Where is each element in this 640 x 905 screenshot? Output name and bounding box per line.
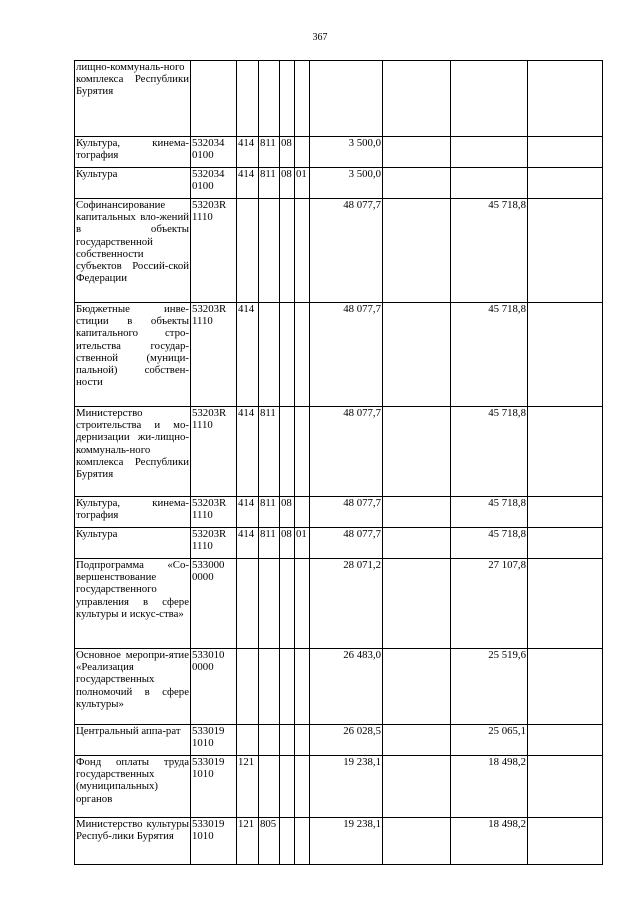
table-row (75, 497, 603, 528)
section-code-cell (280, 199, 295, 303)
section-code-cell (280, 818, 295, 865)
amount-cell (383, 497, 451, 528)
section-code-cell (280, 303, 295, 407)
expense-type-cell: 414 (237, 407, 259, 497)
amount-cell: 45 718,8 (451, 199, 528, 303)
amount-cell (528, 497, 603, 528)
row-name-cell: Софинансирование капитальных вло-жений в объекты государственной собственности субъектов Россий-ской Федерации (75, 199, 191, 303)
amount-cell: 25 519,6 (451, 649, 528, 725)
amount-cell (528, 528, 603, 559)
table-row (75, 61, 603, 137)
amount-cell (451, 61, 528, 137)
amount-cell (528, 199, 603, 303)
table-row (75, 528, 603, 559)
subsection-code-cell (295, 199, 310, 303)
amount-cell: 3 500,0 (310, 168, 383, 199)
ministry-code-cell (259, 199, 280, 303)
page-number: 367 (312, 32, 328, 43)
expense-type-cell: 121 (237, 818, 259, 865)
subsection-code-cell (295, 559, 310, 649)
ministry-code-cell (259, 61, 280, 137)
target-code-cell: 53203R 1110 (191, 199, 237, 303)
row-name-cell: Министерство строительства и мо-дернизации жи-лищно-коммуналь-ного комплекса Республики Бурятия (75, 407, 191, 497)
amount-cell (528, 303, 603, 407)
section-code-cell (280, 559, 295, 649)
amount-cell: 48 077,7 (310, 407, 383, 497)
amount-cell: 48 077,7 (310, 528, 383, 559)
table-row (75, 303, 603, 407)
row-name-cell: Культура (75, 528, 191, 559)
subsection-code-cell (295, 407, 310, 497)
ministry-code-cell: 811 (259, 168, 280, 199)
amount-cell (528, 407, 603, 497)
expense-type-cell (237, 725, 259, 756)
section-code-cell (280, 756, 295, 818)
target-code-cell: 533019 1010 (191, 756, 237, 818)
row-name-cell: Центральный аппа-рат (75, 725, 191, 756)
section-code-cell: 08 (280, 528, 295, 559)
amount-cell (383, 407, 451, 497)
section-code-cell (280, 725, 295, 756)
amount-cell (451, 168, 528, 199)
section-code-cell: 08 (280, 137, 295, 168)
amount-cell: 19 238,1 (310, 756, 383, 818)
amount-cell (383, 528, 451, 559)
row-name-cell: Министерство культуры Респуб-лики Бурятия (75, 818, 191, 865)
amount-cell (383, 303, 451, 407)
amount-cell (528, 649, 603, 725)
expense-type-cell (237, 61, 259, 137)
section-code-cell: 08 (280, 168, 295, 199)
subsection-code-cell (295, 725, 310, 756)
target-code-cell (191, 61, 237, 137)
amount-cell (383, 756, 451, 818)
table-row (75, 818, 603, 865)
amount-cell: 45 718,8 (451, 303, 528, 407)
amount-cell (383, 559, 451, 649)
amount-cell: 45 718,8 (451, 528, 528, 559)
amount-cell (528, 168, 603, 199)
expense-type-cell: 121 (237, 756, 259, 818)
expense-type-cell: 414 (237, 497, 259, 528)
subsection-code-cell: 01 (295, 168, 310, 199)
amount-cell (528, 559, 603, 649)
amount-cell (383, 199, 451, 303)
ministry-code-cell: 811 (259, 528, 280, 559)
amount-cell: 26 028,5 (310, 725, 383, 756)
subsection-code-cell: 01 (295, 528, 310, 559)
row-name-cell: Культура, кинема-тография (75, 497, 191, 528)
amount-cell (528, 137, 603, 168)
ministry-code-cell (259, 725, 280, 756)
expense-type-cell (237, 199, 259, 303)
expense-type-cell (237, 649, 259, 725)
target-code-cell: 53203R 1110 (191, 407, 237, 497)
amount-cell: 48 077,7 (310, 497, 383, 528)
amount-cell: 25 065,1 (451, 725, 528, 756)
amount-cell (528, 725, 603, 756)
amount-cell (383, 649, 451, 725)
target-code-cell: 532034 0100 (191, 168, 237, 199)
amount-cell: 3 500,0 (310, 137, 383, 168)
table-row (75, 756, 603, 818)
amount-cell: 19 238,1 (310, 818, 383, 865)
table-row (75, 725, 603, 756)
expense-type-cell (237, 559, 259, 649)
amount-cell (383, 725, 451, 756)
ministry-code-cell (259, 303, 280, 407)
amount-cell: 28 071,2 (310, 559, 383, 649)
amount-cell (310, 61, 383, 137)
amount-cell: 18 498,2 (451, 756, 528, 818)
row-name-cell: лищно-коммуналь-ного комплекса Республики Бурятия (75, 61, 191, 137)
subsection-code-cell (295, 818, 310, 865)
table-row (75, 168, 603, 199)
expense-type-cell: 414 (237, 528, 259, 559)
amount-cell: 45 718,8 (451, 407, 528, 497)
expense-type-cell: 414 (237, 137, 259, 168)
row-name-cell: Бюджетные инве-стиции в объекты капитального стро-ительства государ-ственной (муници-пальной) собствен-ности (75, 303, 191, 407)
subsection-code-cell (295, 137, 310, 168)
ministry-code-cell: 805 (259, 818, 280, 865)
expense-type-cell: 414 (237, 168, 259, 199)
target-code-cell: 532034 0100 (191, 137, 237, 168)
amount-cell (383, 137, 451, 168)
subsection-code-cell (295, 61, 310, 137)
target-code-cell: 533010 0000 (191, 649, 237, 725)
amount-cell: 48 077,7 (310, 199, 383, 303)
table-row (75, 407, 603, 497)
target-code-cell: 53203R 1110 (191, 303, 237, 407)
amount-cell (383, 168, 451, 199)
amount-cell (528, 756, 603, 818)
ministry-code-cell: 811 (259, 137, 280, 168)
amount-cell: 48 077,7 (310, 303, 383, 407)
ministry-code-cell: 811 (259, 407, 280, 497)
target-code-cell: 533000 0000 (191, 559, 237, 649)
row-name-cell: Культура, кинема-тография (75, 137, 191, 168)
section-code-cell (280, 61, 295, 137)
section-code-cell: 08 (280, 497, 295, 528)
amount-cell: 18 498,2 (451, 818, 528, 865)
table-row (75, 649, 603, 725)
subsection-code-cell (295, 756, 310, 818)
row-name-cell: Подпрограмма «Со-вершенствование государственного управления в сфере культуры и искус-ства» (75, 559, 191, 649)
ministry-code-cell (259, 559, 280, 649)
row-name-cell: Культура (75, 168, 191, 199)
table-row (75, 199, 603, 303)
ministry-code-cell (259, 756, 280, 818)
section-code-cell (280, 649, 295, 725)
ministry-code-cell: 811 (259, 497, 280, 528)
target-code-cell: 533019 1010 (191, 818, 237, 865)
amount-cell (383, 818, 451, 865)
amount-cell (528, 818, 603, 865)
subsection-code-cell (295, 497, 310, 528)
target-code-cell: 53203R 1110 (191, 528, 237, 559)
row-name-cell: Основное меропри-ятие «Реализация государственных полномочий в сфере культуры» (75, 649, 191, 725)
amount-cell (451, 137, 528, 168)
amount-cell: 45 718,8 (451, 497, 528, 528)
target-code-cell: 533019 1010 (191, 725, 237, 756)
ministry-code-cell (259, 649, 280, 725)
amount-cell: 27 107,8 (451, 559, 528, 649)
table-row (75, 137, 603, 168)
expense-type-cell: 414 (237, 303, 259, 407)
row-name-cell: Фонд оплаты труда государственных (муниципальных) органов (75, 756, 191, 818)
table-row (75, 559, 603, 649)
subsection-code-cell (295, 303, 310, 407)
target-code-cell: 53203R 1110 (191, 497, 237, 528)
subsection-code-cell (295, 649, 310, 725)
amount-cell (383, 61, 451, 137)
section-code-cell (280, 407, 295, 497)
amount-cell (528, 61, 603, 137)
amount-cell: 26 483,0 (310, 649, 383, 725)
budget-table (74, 60, 603, 865)
